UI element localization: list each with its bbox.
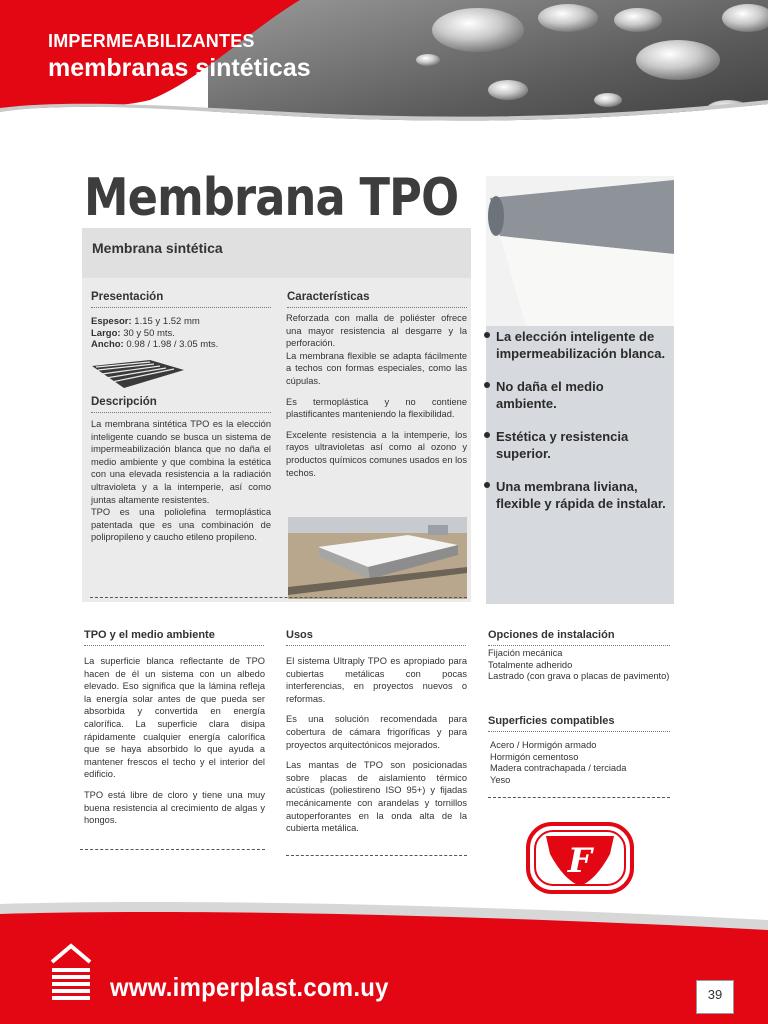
ancho-value: 0.98 / 1.98 / 3.05 mts. — [123, 339, 219, 350]
product-subtitle: Membrana sintética — [92, 240, 223, 256]
subcategory-label: membranas sintéticas — [48, 54, 311, 82]
superficies-item: Acero / Hormigón armado — [490, 740, 597, 750]
website-url[interactable]: www.imperplast.com.uy — [110, 972, 389, 1002]
benefit-text: Estética y resistencia superior. — [496, 429, 629, 461]
medio-ambiente-heading: TPO y el medio ambiente — [84, 629, 215, 641]
logo-letter: F — [567, 841, 593, 881]
divider — [488, 797, 670, 798]
descripcion-paragraph: TPO es una poliolefina termoplástica patentada que es una combinación de polipropileno y caucho etileno propileno. — [91, 507, 271, 543]
benefit-item — [484, 428, 674, 462]
benefit-item — [484, 328, 674, 362]
divider — [488, 731, 670, 732]
divider — [91, 307, 271, 308]
caracteristicas-paragraph: La membrana flexible se adapta fácilmente a techos con formas especiales, como las cúpulas. — [286, 350, 467, 386]
descripcion-paragraph: La membrana sintética TPO es la elección inteligente cuando se busca un sistema de impermeabilización blanca que no daña el medio ambiente y que combina la estética con una elevada resistencia a la radiación ultravioleta y a la intemperie, así como juntas altamente resistentes. — [91, 419, 271, 505]
superficies-list — [490, 740, 670, 786]
benefit-text: No daña el medio ambiente. — [496, 379, 604, 411]
benefits-list — [484, 328, 674, 528]
benefit-text: La elección inteligente de impermeabilización blanca. — [496, 329, 666, 361]
usos-heading: Usos — [286, 629, 313, 641]
caracteristicas-paragraph: Es termoplástica y no contiene plastificantes manteniendo la flexibilidad. — [286, 396, 467, 420]
footer-band — [0, 898, 768, 1024]
tpo-roll-photo — [486, 176, 674, 326]
descripcion-text — [91, 418, 271, 544]
presentacion-specs — [91, 316, 218, 351]
espesor-label: Espesor: — [91, 316, 132, 327]
medio-ambiente-paragraph: La superficie blanca reflectante de TPO hacen de él un sistema con un albedo elevado. Eso significa que la lámina refleja la energía solar antes de que pueda ser absorbida y convertida en energía calorífica. La superficie clara disipa rápidamente cualquier energía calorífica que se haya absorbido lo que ayuda a mantener frescos el techo y el interior del edificio. — [84, 656, 265, 780]
page-number: 39 — [707, 987, 723, 1002]
brand-logo — [526, 822, 634, 894]
instalacion-heading: Opciones de instalación — [488, 629, 615, 641]
presentacion-heading: Presentación — [91, 291, 164, 303]
instalacion-list — [488, 648, 670, 683]
largo-value: 30 y 50 mts. — [120, 327, 175, 339]
superficies-item: Hormigón cementoso — [490, 751, 579, 762]
bullet-icon — [484, 382, 490, 388]
instalacion-item: Lastrado (con grava o placas de pavimento) — [488, 671, 670, 681]
caracteristicas-paragraph: Excelente resistencia a la intemperie, los rayos ultravioletas así como al ozono y productos químicos comunes usados en los techos. — [286, 429, 467, 478]
divider — [488, 645, 670, 646]
warehouse-photo — [288, 517, 467, 599]
superficies-heading: Superficies compatibles — [488, 715, 615, 727]
bullet-icon — [484, 432, 490, 438]
medio-ambiente-paragraph: TPO está libre de cloro y tiene una muy buena resistencia al crecimiento de algas y hongos. — [84, 789, 265, 826]
divider — [287, 307, 467, 308]
divider — [286, 855, 467, 856]
page-header — [0, 0, 768, 140]
usos-paragraph: Las mantas de TPO son posicionadas sobre placas de aislamiento térmico acústicas (poliestireno ISO 95+) y fijadas mecánicamente con arandelas y tornillos autoperforantes en la onda alta de la cubierta metálica. — [286, 760, 467, 834]
divider — [90, 597, 467, 598]
usos-text — [286, 655, 467, 843]
superficies-item: Yeso — [490, 774, 511, 785]
largo-label: Largo: — [91, 327, 121, 339]
house-logo-icon — [46, 940, 96, 1000]
divider — [84, 645, 264, 646]
divider — [80, 849, 265, 850]
bullet-icon — [484, 332, 490, 338]
product-title: Membrana TPO — [84, 168, 459, 228]
caracteristicas-heading: Características — [287, 291, 370, 303]
espesor-value: 1.15 y 1.52 mm — [131, 316, 200, 327]
category-label: IMPERMEABILIZANTES — [48, 31, 255, 51]
caracteristicas-text — [286, 312, 467, 487]
membrane-roll-icon — [90, 356, 186, 390]
divider — [286, 645, 466, 646]
usos-paragraph: El sistema Ultraply TPO es apropiado para cubiertas metálicas con pocas interferencias, en proyectos nuevos o reformas. — [286, 656, 467, 704]
descripcion-heading: Descripción — [91, 396, 157, 408]
usos-paragraph: Es una solución recomendada para cobertura de cámara frigoríficas y para proyectos arquitectónicos mejorados. — [286, 714, 467, 750]
ancho-label: Ancho: — [91, 339, 124, 350]
divider — [91, 412, 271, 413]
bullet-icon — [484, 482, 490, 488]
superficies-item: Madera contrachapada / terciada — [490, 763, 627, 773]
instalacion-item: Totalmente adherido — [488, 659, 573, 670]
benefit-item — [484, 478, 674, 512]
instalacion-item: Fijación mecánica — [488, 648, 563, 658]
caracteristicas-paragraph: Reforzada con malla de poliéster ofrece una mayor resistencia al desgarre y la perforación. — [286, 313, 467, 349]
medio-ambiente-text — [84, 655, 265, 835]
benefit-text: Una membrana liviana, flexible y rápida de instalar. — [496, 479, 666, 511]
benefit-item — [484, 378, 674, 412]
